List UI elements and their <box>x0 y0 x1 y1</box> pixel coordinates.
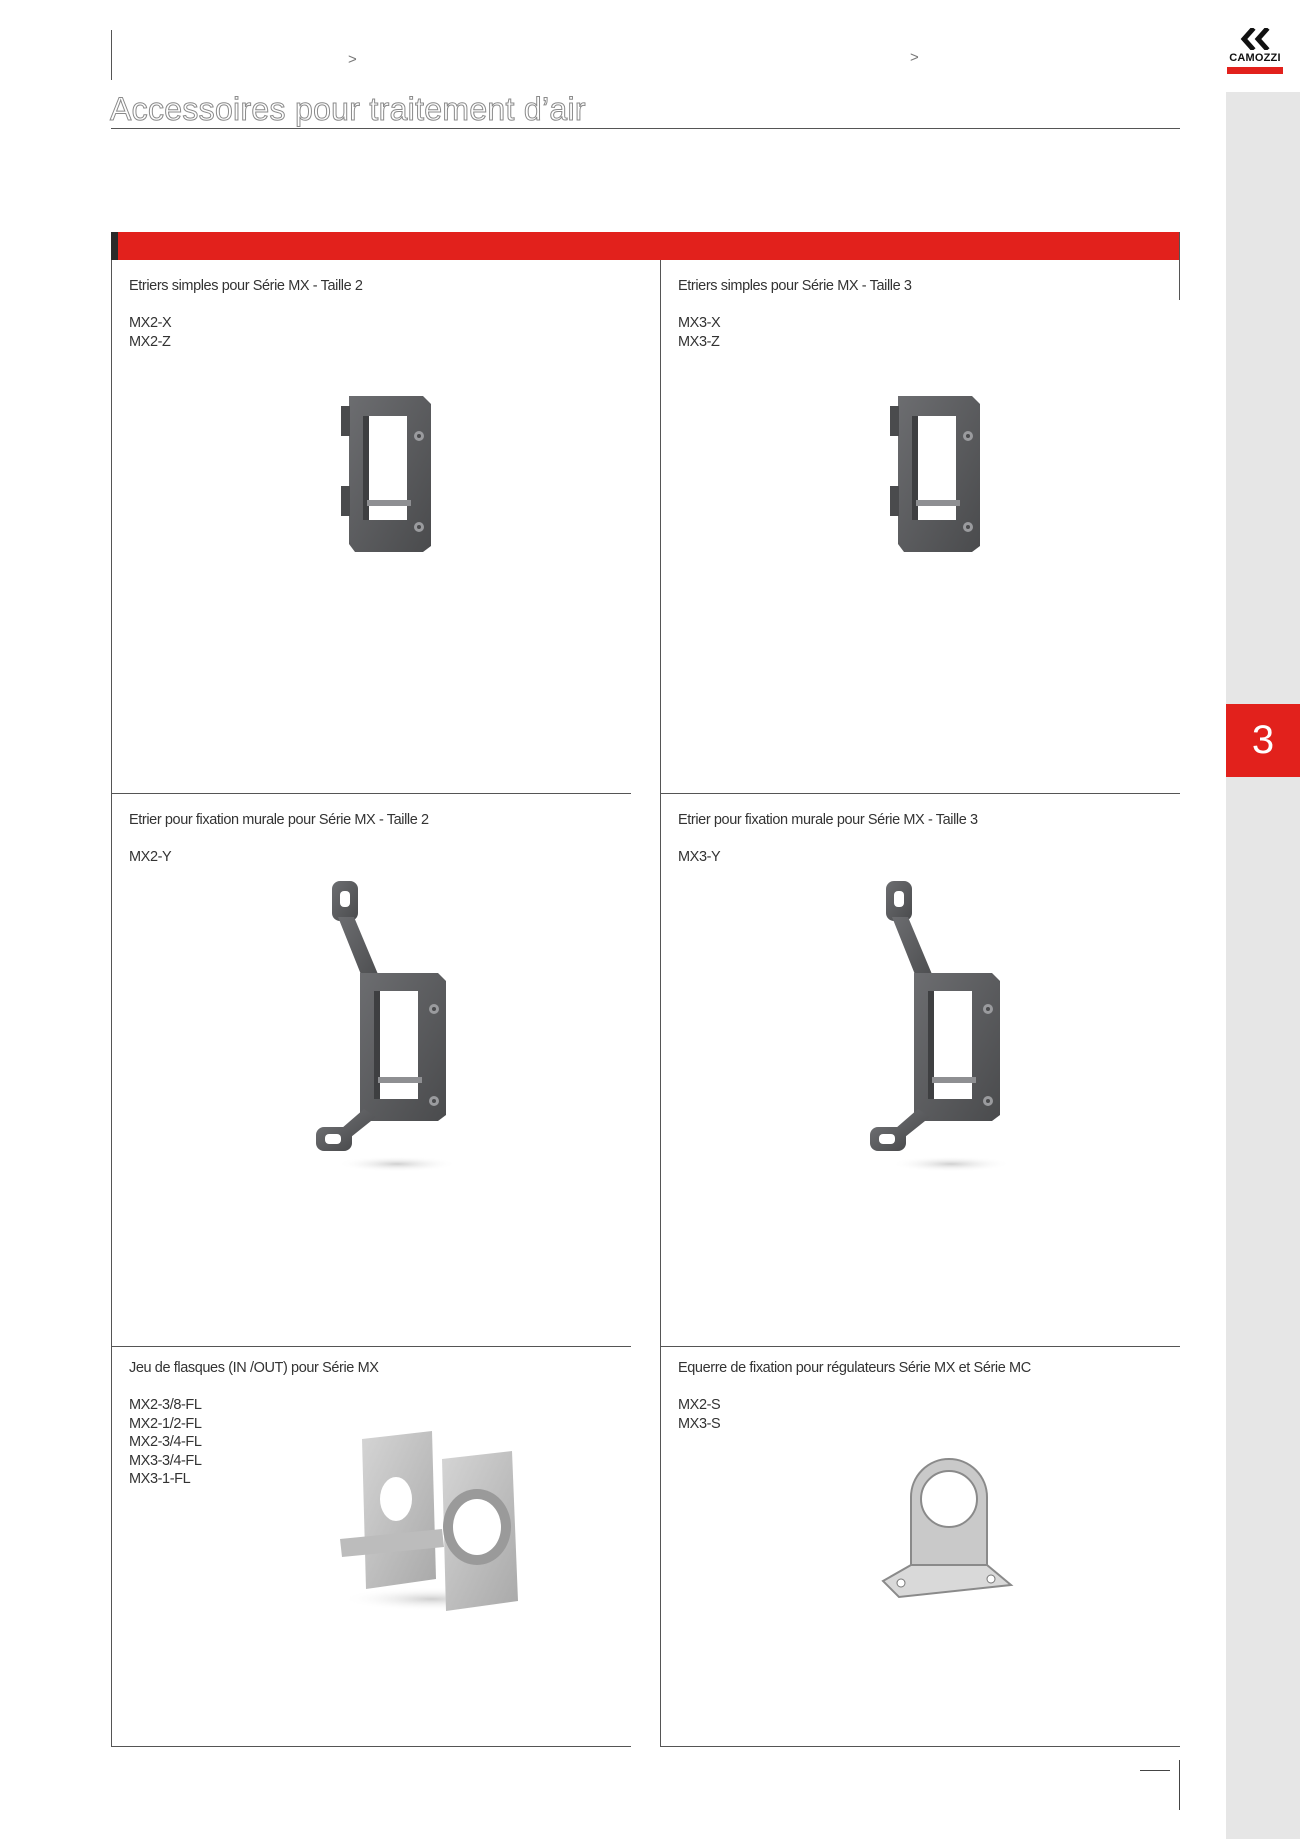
angle-bracket-image <box>879 1457 1019 1617</box>
wall-bracket-image <box>312 879 452 1179</box>
section-bar-marker <box>111 232 118 260</box>
product-codes <box>129 314 171 351</box>
product-code: MX3-S <box>678 1415 721 1432</box>
simple-bracket-image <box>888 390 988 555</box>
product-title: Equerre de fixation pour régulateurs Série MX et Série MC <box>678 1360 1031 1376</box>
product-codes <box>129 1396 202 1489</box>
logo-mark-icon <box>1238 28 1272 50</box>
product-code: MX3-Z <box>678 333 720 350</box>
page-title: Accessoires pour traitement d’air <box>110 91 586 127</box>
footer-divider <box>1179 1760 1180 1810</box>
side-band <box>1226 92 1300 1839</box>
header-divider <box>111 30 112 80</box>
product-code: MX3-3/4-FL <box>129 1452 202 1469</box>
camozzi-logo <box>1226 28 1284 76</box>
product-code: MX2-S <box>678 1397 721 1413</box>
product-codes <box>678 848 720 867</box>
product-code: MX2-3/8-FL <box>129 1397 202 1413</box>
product-title: Jeu de flasques (IN /OUT) pour Série MX <box>129 1360 379 1376</box>
product-code: MX3-X <box>678 315 721 331</box>
product-card-mx2-wall[interactable] <box>111 794 631 1347</box>
product-codes <box>678 314 720 351</box>
product-card-mx3-wall[interactable] <box>660 794 1180 1347</box>
breadcrumb-arrow-1: > <box>348 51 357 68</box>
logo-bar <box>1227 67 1283 74</box>
product-codes <box>678 1396 720 1433</box>
product-codes <box>129 848 171 867</box>
product-code: MX2-Z <box>129 333 171 350</box>
chapter-tab[interactable]: 3 <box>1226 704 1300 777</box>
product-code: MX2-X <box>129 315 172 331</box>
product-card-mx3-simple[interactable] <box>660 260 1180 794</box>
title-rule <box>111 128 1180 129</box>
product-card-flange-set[interactable] <box>111 1347 631 1747</box>
product-code: MX3-1-FL <box>129 1471 191 1487</box>
product-title: Etrier pour fixation murale pour Série MX - Taille 2 <box>129 812 429 828</box>
product-title: Etriers simples pour Série MX - Taille 2 <box>129 278 363 294</box>
simple-bracket-image <box>339 390 439 555</box>
logo-text: CAMOZZI <box>1229 52 1281 64</box>
product-code: MX2-Y <box>129 849 172 865</box>
product-card-angle-bracket[interactable] <box>660 1347 1180 1747</box>
product-code: MX3-Y <box>678 849 721 865</box>
footer-rule <box>1140 1770 1170 1771</box>
wall-bracket-image <box>866 879 1006 1179</box>
product-code: MX2-3/4-FL <box>129 1434 202 1450</box>
flange-set-image <box>332 1429 532 1619</box>
breadcrumb-arrow-2: > <box>910 49 919 66</box>
product-title: Etrier pour fixation murale pour Série MX - Taille 3 <box>678 812 978 828</box>
product-code: MX2-1/2-FL <box>129 1415 202 1432</box>
product-card-mx2-simple[interactable] <box>111 260 631 794</box>
section-bar <box>111 232 1180 260</box>
product-title: Etriers simples pour Série MX - Taille 3 <box>678 278 912 294</box>
